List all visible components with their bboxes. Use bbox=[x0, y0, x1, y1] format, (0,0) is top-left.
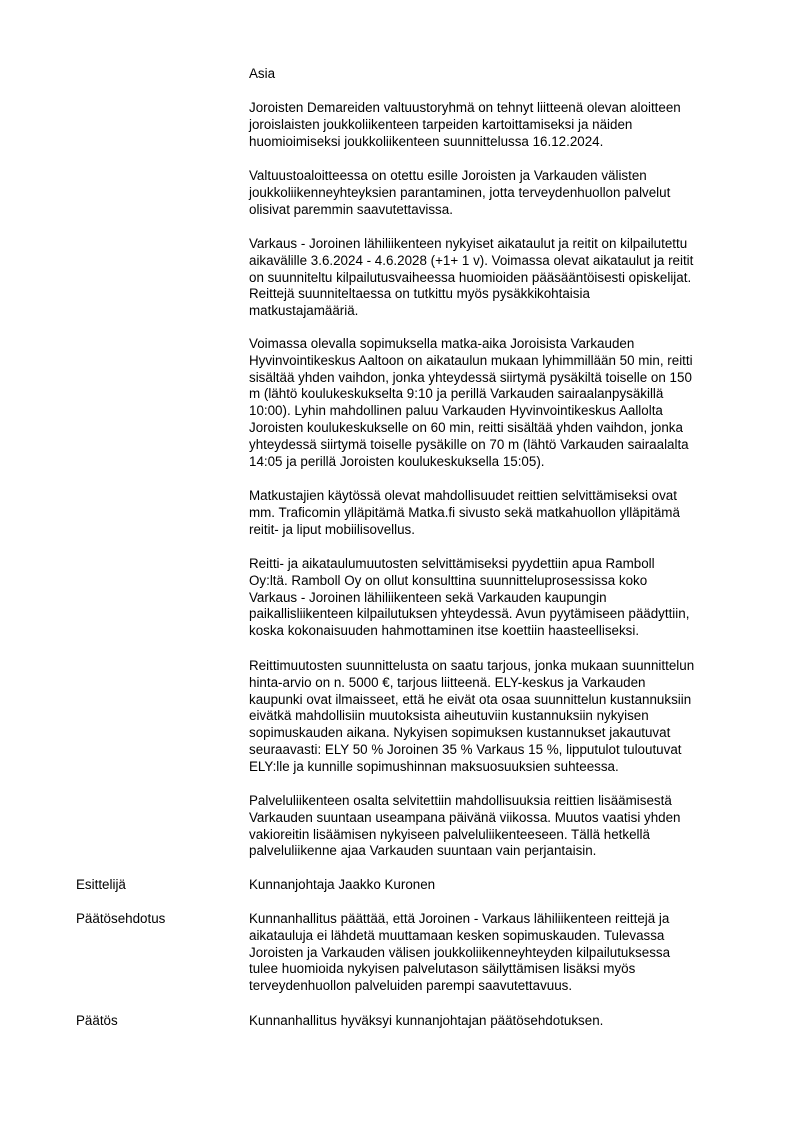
text-line: joroislaisten joukkoliikenteen tarpeiden kartoittamiseksi ja näiden bbox=[249, 116, 633, 132]
text-line: aikavälille 3.6.2024 - 4.6.2028 (+1+ 1 v). Voimassa olevat aikataulut ja reitit bbox=[249, 252, 694, 268]
heading-text: Asia bbox=[249, 66, 276, 81]
text-line: Matkustajien käytössä olevat mahdollisuudet reittien selvittämiseksi ovat bbox=[249, 488, 677, 503]
section-heading bbox=[249, 66, 749, 83]
text-line: sopimuskauden aikana. Nykyisen sopimuksen kustannukset jakautuvat bbox=[249, 725, 671, 741]
text-line: Varkauden suuntaan useampana päivänä viikossa. Muutos vaatisi yhden bbox=[249, 809, 681, 825]
paatos-label bbox=[76, 1013, 246, 1030]
text-line: on suunniteltu kilpailutusvaiheessa huomioiden pääsääntöisesti opiskelijat. bbox=[249, 269, 692, 285]
text-line: Palveluliikenteen osalta selvitettiin mahdollisuuksia reittien lisäämisestä bbox=[249, 793, 672, 808]
text-line: vakioreitin lisäämisen nykyiseen palveluliikenteeseen. Tällä hetkellä bbox=[249, 826, 650, 842]
text-line: matkustajamääriä. bbox=[249, 303, 359, 319]
paatos-value-text: Kunnanhallitus hyväksyi kunnanjohtajan päätösehdotuksen. bbox=[249, 1013, 604, 1028]
text-line: kaupunki ovat ilmaisseet, että he eivät ota osaa suunnittelun kustannuksiin bbox=[249, 691, 692, 707]
text-line: Voimassa olevalla sopimuksella matka-aika Joroisista Varkauden bbox=[249, 336, 635, 351]
text-line: palveluliikenne ajaa Varkauden suuntaan vain perjantaisin. bbox=[249, 843, 597, 859]
paatos-label-text: Päätös bbox=[76, 1013, 118, 1028]
text-line: yhteydessä siirtymä toiselle pysäkille on 70 m (lähtö Varkauden sairaalalta bbox=[249, 436, 689, 452]
paragraph-palveluliikenne bbox=[249, 793, 749, 860]
text-line: eivätkä mahdollisiin muutoksista aiheutuviin kustannuksiin nykyisen bbox=[249, 708, 649, 724]
text-line: seuraavasti: ELY 50 % Joroinen 35 % Varkaus 15 %, lipputulot tuloutuvat bbox=[249, 741, 682, 757]
text-line: Kunnanhallitus päättää, että Joroinen - Varkaus lähiliikenteen reittejä ja bbox=[249, 911, 670, 926]
paatos-value bbox=[249, 1013, 749, 1030]
paatosehdotus-label bbox=[76, 911, 246, 928]
text-line: Joroisten Demareiden valtuustoryhmä on tehnyt liitteenä olevan aloitteen bbox=[249, 100, 681, 115]
paragraph-matkustajat bbox=[249, 488, 749, 538]
text-line: mm. Traficomin ylläpitämä Matka.fi sivusto sekä matkahuollon ylläpitämä bbox=[249, 504, 680, 520]
text-line: olisivat paremmin saavutettavissa. bbox=[249, 201, 453, 217]
paragraph-aloite bbox=[249, 100, 749, 150]
esittelija-label bbox=[76, 877, 246, 894]
text-line: tulee huomioida nykyisen palvelutason säilyttämisen lisäksi myös bbox=[249, 961, 636, 977]
text-line: Joroisten koulukeskukselle on 60 min, reitti sisältää yhden vaihdon, jonka bbox=[249, 419, 683, 435]
text-line: aikatauluja ei lähdetä muuttamaan kesken sopimuskauden. Tulevassa bbox=[249, 927, 665, 943]
paatosehdotus-label-text: Päätösehdotus bbox=[76, 911, 166, 926]
text-line: paikallisliikenteen kilpailutuksen yhteydessä. Avun pyytämiseen päädyttiin, bbox=[249, 606, 690, 622]
paragraph-matka-aika bbox=[249, 336, 749, 470]
text-line: joukkoliikenneyhteyksien parantaminen, jotta terveydenhuollon palvelut bbox=[249, 184, 671, 200]
text-line: Valtuustoaloitteessa on otettu esille Joroisten ja Varkauden välisten bbox=[249, 168, 647, 183]
text-line: Oy:ltä. Ramboll Oy on ollut konsulttina suunnitteluprosessissa koko bbox=[249, 572, 648, 588]
text-line: Reittejä suunniteltaessa on tutkittu myös pysäkkikohtaisia bbox=[249, 286, 590, 302]
text-line: koska kokonaisuuden hahmottaminen itse koettiin haasteelliseksi. bbox=[249, 623, 640, 639]
text-line: sisältää yhden vaihdon, jonka yhteydessä siirtymä pysäkiltä toiselle on 150 bbox=[249, 369, 692, 385]
text-line: reitit- ja liput mobiilisovellus. bbox=[249, 521, 415, 537]
text-line: Reittimuutosten suunnittelusta on saatu tarjous, jonka mukaan suunnittelun bbox=[249, 658, 695, 673]
paragraph-tarjous bbox=[249, 658, 749, 776]
esittelija-value-text: Kunnanjohtaja Jaakko Kuronen bbox=[249, 877, 436, 892]
esittelija-value bbox=[249, 877, 749, 894]
paatosehdotus-text bbox=[249, 911, 749, 995]
text-line: 14:05 ja perillä Joroisten koulukeskuksella 15:05). bbox=[249, 453, 545, 469]
text-line: Joroisten ja Varkauden välisen joukkoliikenneyhteyden kilpailutuksessa bbox=[249, 944, 671, 960]
text-line: terveydenhuollon palveluiden parempi saavutettavuus. bbox=[249, 978, 573, 994]
text-line: Hyvinvointikeskus Aaltoon on aikataulun mukaan lyhimmillään 50 min, reitti bbox=[249, 352, 693, 368]
text-line: ELY:lle ja kunnille sopimushinnan maksuosuuksien suhteessa. bbox=[249, 758, 619, 774]
text-line: hinta-arvio on n. 5000 €, tarjous liitteenä. ELY-keskus ja Varkauden bbox=[249, 674, 646, 690]
text-line: 10:00). Lyhin mahdollinen paluu Varkauden Hyvinvointikeskus Aallolta bbox=[249, 403, 663, 419]
paragraph-lahiliikenne bbox=[249, 236, 749, 320]
text-line: huomioimiseksi joukkoliikenteen suunnittelussa 16.12.2024. bbox=[249, 133, 604, 149]
text-line: m (lähtö koulukeskukselta 9:10 ja perillä Varkauden sairaalanpysäkillä bbox=[249, 386, 664, 402]
text-line: Varkaus - Joroinen lähiliikenteen sekä Varkauden kaupungin bbox=[249, 589, 607, 605]
text-line: Varkaus - Joroinen lähiliikenteen nykyiset aikataulut ja reitit on kilpailutettu bbox=[249, 236, 688, 251]
text-line: Reitti- ja aikataulumuutosten selvittämiseksi pyydettiin apua Ramboll bbox=[249, 556, 655, 571]
paragraph-ramboll bbox=[249, 556, 749, 640]
esittelija-label-text: Esittelijä bbox=[76, 877, 126, 892]
paragraph-valtuustoaloite bbox=[249, 168, 749, 218]
